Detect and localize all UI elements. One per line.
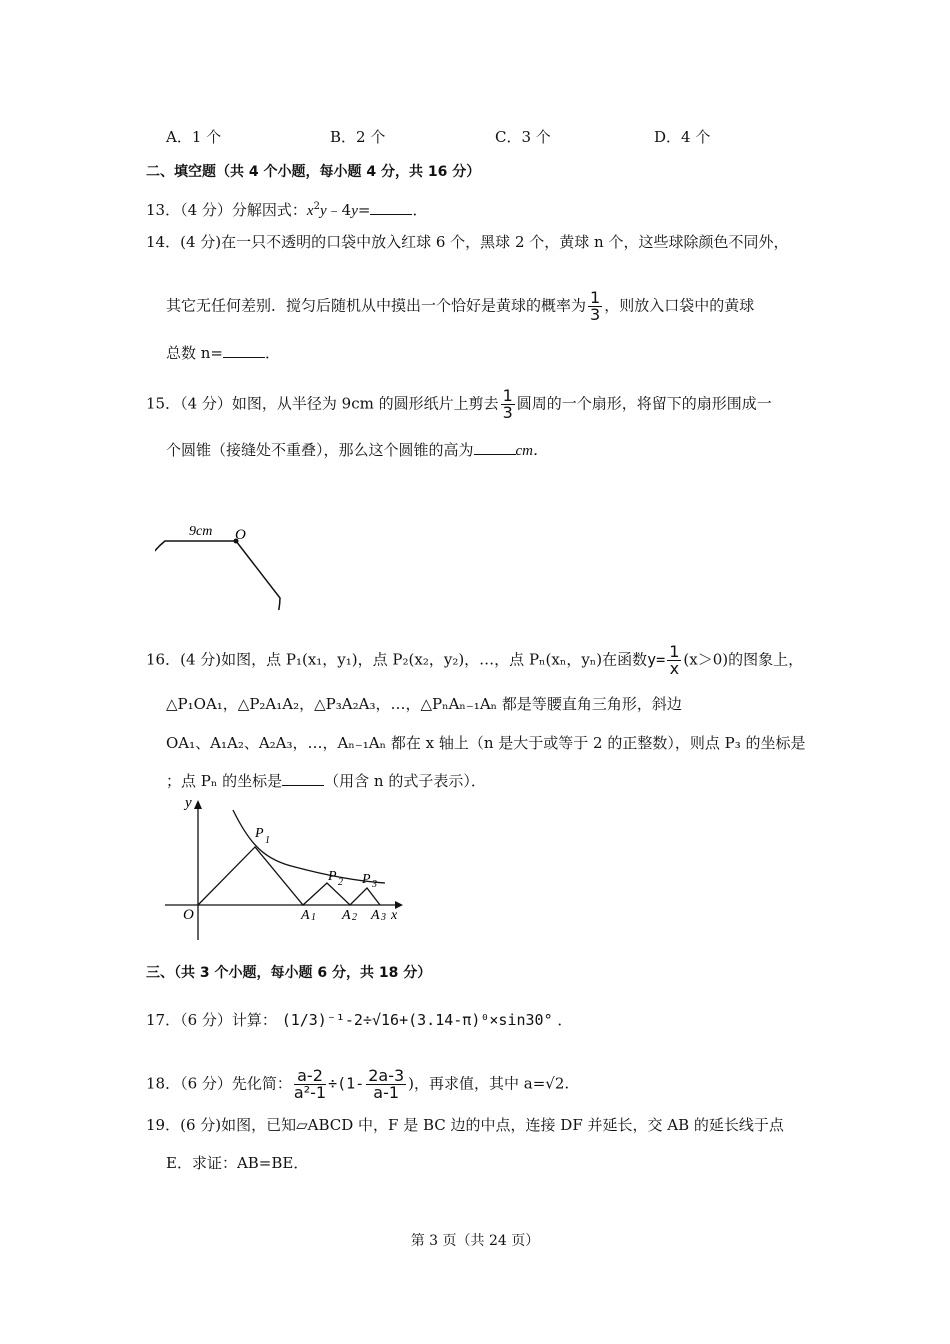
- q13-text: 分解因式：: [231, 201, 307, 219]
- radius-label: 9cm: [189, 524, 213, 539]
- q13-score: （4 分）: [180, 201, 232, 219]
- q16-line4: ；点 Pₙ 的坐标是 （用含 n 的式子表示）．: [166, 772, 486, 790]
- q16-line2: △P₁OA₁，△P₂A₁A₂，△P₃A₂A₃，…，△PₙAₙ₋₁Aₙ 都是等腰直角三角形，斜边: [166, 695, 682, 713]
- section-2-heading: 二、填空题（共 4 个小题，每小题 4 分，共 16 分）: [146, 164, 481, 180]
- p2-label: P: [328, 869, 337, 884]
- q15-line2: 个圆锥（接缝处不重叠），那么这个圆锥的高为 cm．: [166, 441, 549, 459]
- q14-fraction: $\frac{1}{3}$: [590, 288, 601, 324]
- svg-text:1: 1: [311, 912, 316, 923]
- question-18: 18．（6 分）先化简： $\frac{a-2}{\text{a²-1}}$ ÷(1- $\frac{2a-3}{a-1}$ )，再求值，其中 a=√2.: [146, 1066, 570, 1102]
- option-d: D．4 个: [654, 128, 711, 146]
- answer-blank: [474, 440, 516, 455]
- svg-text:3: 3: [372, 879, 377, 890]
- q16-function-fraction: $\frac{1}{x}$: [669, 642, 680, 678]
- q14-line2: 其它无任何差别．搅匀后随机从中摸出一个恰好是黄球的概率为 $\frac{1}{3}$ ，则放入口袋中的黄球: [166, 288, 755, 324]
- origin-label: O: [183, 907, 194, 923]
- p3-label: P: [362, 872, 371, 887]
- q18-fraction-2: $\frac{2a-3}{a-1}$: [368, 1066, 405, 1102]
- q16-graph-figure: [155, 795, 415, 945]
- q14-line1: 14．(4 分)在一只不透明的口袋中放入红球 6 个，黑球 2 个，黄球 n 个，这些球除颜色不同外，: [146, 233, 789, 251]
- option-c: C．3 个: [495, 128, 551, 146]
- q15-line1: 15．（4 分）如图，从半径为 9cm 的圆形纸片上剪去 $\frac{1}{3}$ 圆周的一个扇形，将留下的扇形围成一: [146, 386, 772, 422]
- center-label: O: [235, 527, 246, 543]
- svg-text:1: 1: [265, 835, 270, 846]
- svg-text:3: 3: [381, 912, 386, 923]
- a1-label: A: [301, 908, 310, 923]
- q18-fraction-1: $\frac{a-2}{\text{a²-1}}$: [293, 1066, 327, 1102]
- a2-label: A: [342, 908, 351, 923]
- x-axis-label: x: [391, 908, 398, 923]
- svg-text:2: 2: [352, 912, 357, 923]
- q15-fraction: $\frac{1}{3}$: [502, 386, 513, 422]
- answer-blank: [282, 771, 324, 786]
- section-3-heading: 三、（共 3 个小题，每小题 6 分，共 18 分）: [146, 965, 432, 981]
- option-a: A．1 个: [166, 128, 222, 146]
- a3-label: A: [371, 908, 380, 923]
- option-b: B．2 个: [330, 128, 386, 146]
- p1-label: P: [255, 826, 264, 841]
- answer-blank: [370, 200, 412, 215]
- page-footer: 第 3 页（共 24 页）: [410, 1233, 540, 1249]
- y-axis-label: y: [185, 795, 192, 811]
- q19-line1: 19．(6 分)如图，已知▱ABCD 中，F 是 BC 边的中点，连接 DF 并延长，交 AB 的延长线于点: [146, 1116, 784, 1134]
- question-17: 17．（6 分）计算： (1/3)⁻¹-2÷√16+(3.14-π)⁰×sin30° ．: [146, 1011, 573, 1029]
- question-13: 13．（4 分）分解因式：$x^2y﹣4y=$ ．: [146, 201, 428, 219]
- svg-text:2: 2: [338, 877, 343, 888]
- q16-line1: 16．(4 分)如图，点 P₁(x₁，y₁)，点 P₂(x₂，y₂)，…，点 Pₙ(xₙ，yₙ)在函数y= $\frac{1}{x}$ (x＞0)的图象上，: [146, 642, 804, 678]
- q17-expression: (1/3)⁻¹-2÷√16+(3.14-π)⁰×sin30°: [281, 1011, 553, 1029]
- q13-number: 13．: [146, 201, 181, 219]
- q14-line3: 总数 n= ．: [166, 344, 281, 362]
- q19-line2: E．求证：AB=BE．: [166, 1154, 309, 1172]
- q16-line3: OA₁、A₁A₂、A₂A₃，…，Aₙ₋₁Aₙ 都在 x 轴上（n 是大于或等于 2 的正整数），则点 P₃ 的坐标是: [166, 734, 806, 752]
- answer-blank: [223, 343, 265, 358]
- q15-sector-figure: [155, 465, 325, 610]
